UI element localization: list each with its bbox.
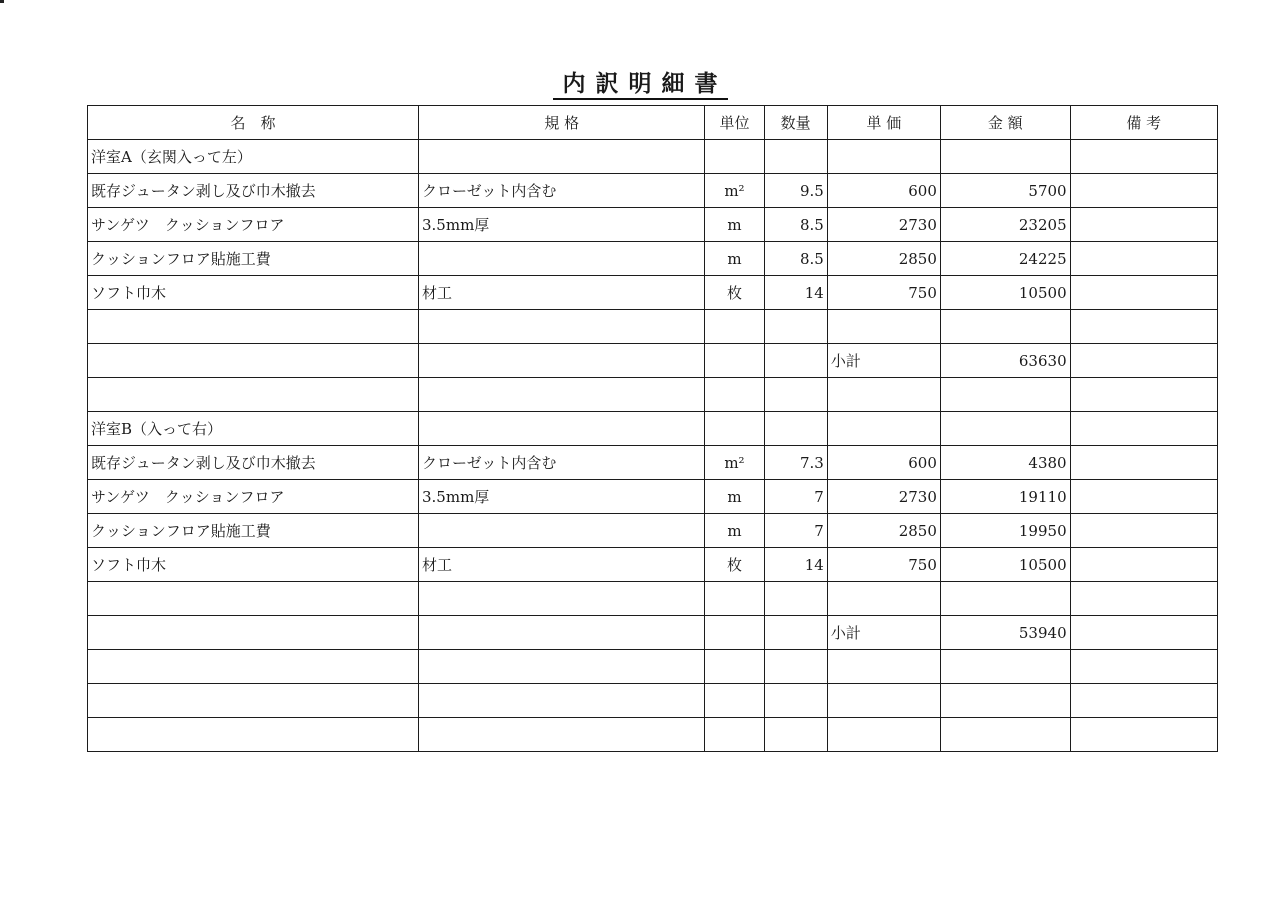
- blank-row: [88, 378, 1218, 412]
- cell-remarks: [1070, 582, 1217, 616]
- header-spec-label: 規 格: [544, 114, 580, 132]
- cell-remarks: [1070, 650, 1217, 684]
- cell-unit: m: [705, 242, 764, 276]
- cell-unit-price: 750: [827, 276, 940, 310]
- cell-unit-price: 2850: [827, 242, 940, 276]
- cell-unit-price: 2730: [827, 208, 940, 242]
- cell-amount: [940, 718, 1070, 752]
- cell-remarks: [1070, 276, 1217, 310]
- cell-unit: [705, 616, 764, 650]
- cell-unit: [705, 310, 764, 344]
- cell-unit-price: [827, 140, 940, 174]
- header-unit-price: [827, 106, 940, 140]
- cell-qty: [764, 310, 827, 344]
- cell-unit-price: 小計: [827, 344, 940, 378]
- blank-row: [88, 650, 1218, 684]
- table-row: [88, 548, 1218, 582]
- cell-unit-price: [827, 650, 940, 684]
- cell-spec: 材工: [419, 276, 705, 310]
- cell-unit: m²: [705, 174, 764, 208]
- header-remarks: [1070, 106, 1217, 140]
- cell-spec: [419, 582, 705, 616]
- table-row: [88, 514, 1218, 548]
- cell-spec: [419, 718, 705, 752]
- cell-amount: 5700: [940, 174, 1070, 208]
- cell-remarks: [1070, 140, 1217, 174]
- cell-name: [88, 582, 419, 616]
- cell-spec: [419, 514, 705, 548]
- cell-unit-price: [827, 378, 940, 412]
- cell-amount: 19950: [940, 514, 1070, 548]
- table-row: [88, 480, 1218, 514]
- cell-name: クッションフロア貼施工費: [88, 242, 419, 276]
- cell-name: [88, 310, 419, 344]
- cell-name: サンゲツ クッションフロア: [88, 208, 419, 242]
- cell-remarks: [1070, 310, 1217, 344]
- cell-amount: 4380: [940, 446, 1070, 480]
- cell-name: ソフト巾木: [88, 276, 419, 310]
- cell-amount: [940, 582, 1070, 616]
- cell-remarks: [1070, 616, 1217, 650]
- cell-qty: [764, 412, 827, 446]
- cell-spec: [419, 412, 705, 446]
- cell-spec: [419, 310, 705, 344]
- header-qty: [764, 106, 827, 140]
- cell-spec: [419, 684, 705, 718]
- cell-remarks: [1070, 412, 1217, 446]
- cell-amount: 53940: [940, 616, 1070, 650]
- cell-amount: [940, 140, 1070, 174]
- cell-unit: m²: [705, 446, 764, 480]
- cell-unit-price: [827, 718, 940, 752]
- blank-row: [88, 684, 1218, 718]
- cell-unit-price: [827, 684, 940, 718]
- cell-remarks: [1070, 378, 1217, 412]
- cell-unit: [705, 412, 764, 446]
- document-title-text: 内訳明細書: [553, 71, 728, 100]
- cell-spec: クローゼット内含む: [419, 446, 705, 480]
- header-unit-label: 単位: [719, 114, 750, 132]
- cell-name: [88, 378, 419, 412]
- cell-amount: 10500: [940, 276, 1070, 310]
- cell-remarks: [1070, 480, 1217, 514]
- cell-name: 洋室B（入って右）: [88, 412, 419, 446]
- cell-qty: [764, 616, 827, 650]
- cell-unit-price: 600: [827, 446, 940, 480]
- cell-remarks: [1070, 174, 1217, 208]
- cell-spec: 3.5mm厚: [419, 208, 705, 242]
- cell-unit-price: [827, 582, 940, 616]
- cell-spec: [419, 242, 705, 276]
- cell-name: 洋室A（玄関入って左）: [88, 140, 419, 174]
- cell-qty: [764, 344, 827, 378]
- header-unit: [705, 106, 764, 140]
- cell-qty: [764, 650, 827, 684]
- header-name-label: 名 称: [230, 114, 276, 132]
- cell-remarks: [1070, 548, 1217, 582]
- cell-unit: [705, 684, 764, 718]
- cell-name: [88, 650, 419, 684]
- cell-name: サンゲツ クッションフロア: [88, 480, 419, 514]
- cell-amount: 10500: [940, 548, 1070, 582]
- cell-unit: [705, 650, 764, 684]
- cell-remarks: [1070, 344, 1217, 378]
- cell-unit: 枚: [705, 276, 764, 310]
- cell-unit: [705, 582, 764, 616]
- cell-remarks: [1070, 684, 1217, 718]
- cell-remarks: [1070, 514, 1217, 548]
- header-qty-label: 数量: [780, 114, 811, 132]
- cell-qty: 8.5: [764, 242, 827, 276]
- cell-unit-price: 2850: [827, 514, 940, 548]
- cell-qty: 8.5: [764, 208, 827, 242]
- document-title: [0, 70, 1280, 98]
- header-amount: [940, 106, 1070, 140]
- header-name: [88, 106, 419, 140]
- cell-name: 既存ジュータン剥し及び巾木撤去: [88, 174, 419, 208]
- table-row: [88, 446, 1218, 480]
- cell-unit: m: [705, 514, 764, 548]
- cell-qty: 7: [764, 514, 827, 548]
- cell-name: 既存ジュータン剥し及び巾木撤去: [88, 446, 419, 480]
- table-row: [88, 208, 1218, 242]
- cell-spec: 3.5mm厚: [419, 480, 705, 514]
- cell-spec: [419, 140, 705, 174]
- cell-qty: 14: [764, 276, 827, 310]
- cell-qty: [764, 582, 827, 616]
- cell-amount: [940, 650, 1070, 684]
- cell-qty: [764, 718, 827, 752]
- cell-remarks: [1070, 208, 1217, 242]
- breakdown-table: [87, 105, 1218, 752]
- subtotal-row: [88, 344, 1218, 378]
- cell-spec: 材工: [419, 548, 705, 582]
- cell-name: [88, 616, 419, 650]
- cell-unit: [705, 378, 764, 412]
- table-row: [88, 276, 1218, 310]
- cell-unit: [705, 718, 764, 752]
- table-header-row: [88, 106, 1218, 140]
- blank-row: [88, 718, 1218, 752]
- cell-unit-price: 600: [827, 174, 940, 208]
- cell-amount: [940, 684, 1070, 718]
- cell-unit: m: [705, 208, 764, 242]
- cell-spec: [419, 378, 705, 412]
- section-header-row: [88, 140, 1218, 174]
- cell-remarks: [1070, 242, 1217, 276]
- table-row: [88, 242, 1218, 276]
- cell-amount: 24225: [940, 242, 1070, 276]
- header-remarks-label: 備 考: [1126, 114, 1162, 132]
- header-spec: [419, 106, 705, 140]
- table-row: [88, 174, 1218, 208]
- cell-qty: 7.3: [764, 446, 827, 480]
- cell-name: クッションフロア貼施工費: [88, 514, 419, 548]
- cell-unit-price: [827, 412, 940, 446]
- cell-qty: 9.5: [764, 174, 827, 208]
- cell-spec: [419, 616, 705, 650]
- section-header-row: [88, 412, 1218, 446]
- cell-qty: 7: [764, 480, 827, 514]
- cell-unit-price: [827, 310, 940, 344]
- cell-name: [88, 718, 419, 752]
- cell-name: [88, 684, 419, 718]
- cell-name: [88, 344, 419, 378]
- cell-amount: 23205: [940, 208, 1070, 242]
- header-unit-price-label: 単 価: [866, 114, 902, 132]
- cell-unit: [705, 344, 764, 378]
- cell-qty: [764, 684, 827, 718]
- cell-amount: [940, 310, 1070, 344]
- cell-unit: [705, 140, 764, 174]
- cell-spec: [419, 344, 705, 378]
- cell-amount: 63630: [940, 344, 1070, 378]
- cell-spec: クローゼット内含む: [419, 174, 705, 208]
- cell-amount: [940, 412, 1070, 446]
- cell-qty: 14: [764, 548, 827, 582]
- cell-unit-price: 2730: [827, 480, 940, 514]
- cell-unit-price: 750: [827, 548, 940, 582]
- cell-unit-price: 小計: [827, 616, 940, 650]
- table-body: [88, 140, 1218, 752]
- cell-amount: 19110: [940, 480, 1070, 514]
- cell-amount: [940, 378, 1070, 412]
- blank-row: [88, 582, 1218, 616]
- scan-corner-mark: [0, 0, 4, 3]
- cell-spec: [419, 650, 705, 684]
- cell-qty: [764, 378, 827, 412]
- header-amount-label: 金 額: [987, 114, 1023, 132]
- cell-remarks: [1070, 718, 1217, 752]
- cell-unit: m: [705, 480, 764, 514]
- cell-name: ソフト巾木: [88, 548, 419, 582]
- blank-row: [88, 310, 1218, 344]
- cell-unit: 枚: [705, 548, 764, 582]
- cell-remarks: [1070, 446, 1217, 480]
- cell-qty: [764, 140, 827, 174]
- subtotal-row: [88, 616, 1218, 650]
